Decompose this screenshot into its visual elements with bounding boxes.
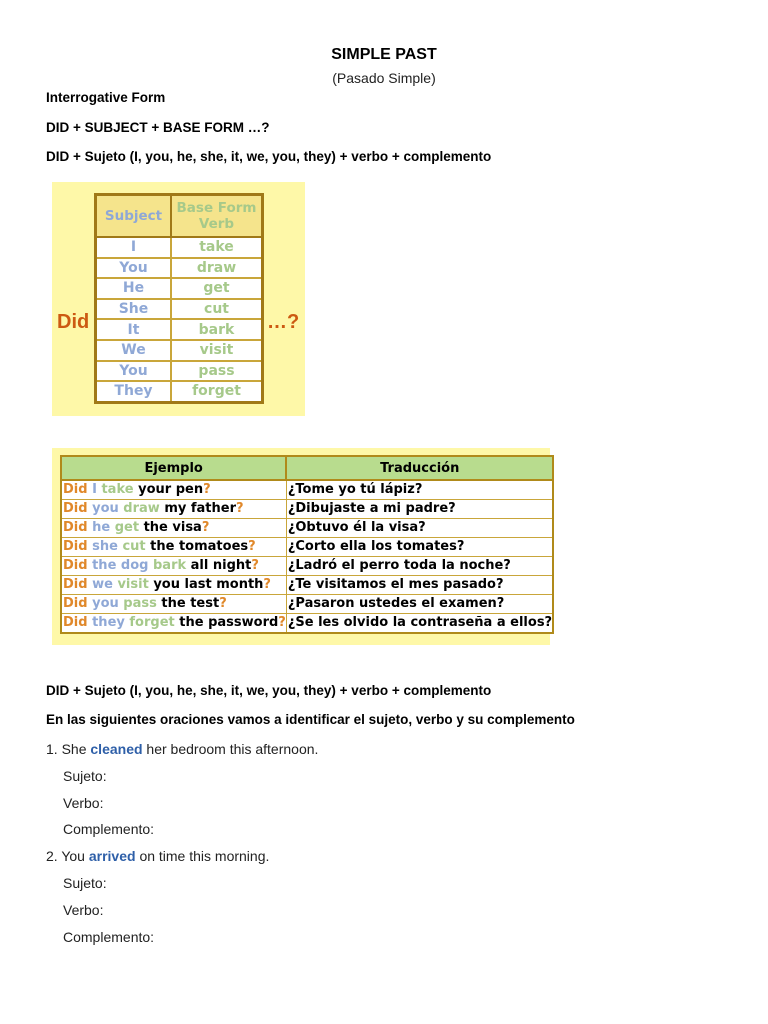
field-sujeto: Sujeto: xyxy=(63,875,107,891)
question-mark: ? xyxy=(248,539,256,554)
question-mark: ? xyxy=(278,615,286,630)
table-row xyxy=(96,299,263,320)
did-word: Did xyxy=(63,558,88,573)
verb-word: draw xyxy=(123,501,160,516)
subject-word: he xyxy=(92,520,111,535)
table-row xyxy=(61,557,553,576)
subject-cell: You xyxy=(96,258,172,279)
verb-cell: draw xyxy=(171,258,263,279)
did-word: Did xyxy=(63,577,88,592)
example-cell xyxy=(61,614,286,634)
formula-english: DID + SUBJECT + BASE FORM …? xyxy=(46,120,270,135)
subject-word: I xyxy=(92,482,97,497)
subject-cell: I xyxy=(96,237,172,258)
table-row xyxy=(61,538,553,557)
table-row xyxy=(61,480,553,500)
did-label: Did xyxy=(57,311,90,333)
question-mark: ? xyxy=(251,558,259,573)
did-word: Did xyxy=(63,501,88,516)
formula-spanish-repeat: DID + Sujeto (I, you, he, she, it, we, you, they) + verbo + complemento xyxy=(46,683,492,698)
translation-cell: ¿Ladró el perro toda la noche? xyxy=(286,557,553,576)
complement-word: the visa xyxy=(143,520,202,535)
verb-word: cut xyxy=(122,539,146,554)
translation-cell: ¿Te visitamos el mes pasado? xyxy=(286,576,553,595)
header-ejemplo: Ejemplo xyxy=(61,456,286,480)
exercise-complement: her bedroom this afternoon. xyxy=(146,741,319,757)
verb-word: bark xyxy=(152,558,187,573)
exercise-number: 2. xyxy=(46,848,58,864)
table-row xyxy=(96,278,263,299)
conjugation-table xyxy=(94,193,264,404)
formula-spanish: DID + Sujeto (I, you, he, she, it, we, you, they) + verbo + complemento xyxy=(46,149,492,164)
did-word: Did xyxy=(63,520,88,535)
subject-cell: It xyxy=(96,319,172,340)
complement-word: the test xyxy=(161,596,220,611)
did-word: Did xyxy=(63,539,88,554)
subject-word: they xyxy=(92,615,125,630)
example-cell xyxy=(61,519,286,538)
header-base-form-verb: Base Form Verb xyxy=(171,195,263,238)
instruction-text: En las siguientes oraciones vamos a identificar el sujeto, verbo y su complemento xyxy=(46,712,575,727)
exercise-sentence xyxy=(46,741,318,757)
translation-cell: ¿Obtuvo él la visa? xyxy=(286,519,553,538)
exercise-subject: She xyxy=(61,741,87,757)
verb-cell: visit xyxy=(171,340,263,361)
example-cell xyxy=(61,480,286,500)
field-complemento: Complemento: xyxy=(63,821,155,837)
section-heading: Interrogative Form xyxy=(46,90,166,105)
subject-word: you xyxy=(92,596,119,611)
subject-cell: He xyxy=(96,278,172,299)
verb-word: visit xyxy=(117,577,149,592)
field-verbo: Verbo: xyxy=(63,795,104,811)
question-mark: ? xyxy=(219,596,227,611)
table-row xyxy=(61,576,553,595)
subject-word: we xyxy=(92,577,113,592)
field-sujeto: Sujeto: xyxy=(63,768,107,784)
exercise-complement: on time this morning. xyxy=(139,848,270,864)
table-row xyxy=(96,258,263,279)
translation-cell: ¿Tome yo tú lápiz? xyxy=(286,480,553,500)
table-row xyxy=(96,319,263,340)
page-title: SIMPLE PAST xyxy=(331,46,437,63)
subject-word: the dog xyxy=(92,558,149,573)
complement-word: your pen xyxy=(138,482,204,497)
translation-cell: ¿Corto ella los tomates? xyxy=(286,538,553,557)
verb-cell: pass xyxy=(171,361,263,382)
exercise-number: 1. xyxy=(46,741,58,757)
subject-word: she xyxy=(92,539,118,554)
table-row xyxy=(61,595,553,614)
verb-word: pass xyxy=(123,596,157,611)
translation-cell: ¿Se les olvido la contraseña a ellos? xyxy=(286,614,553,634)
verb-cell: forget xyxy=(171,381,263,402)
subject-cell: They xyxy=(96,381,172,402)
header-subject: Subject xyxy=(96,195,172,238)
table-row xyxy=(96,361,263,382)
table-row xyxy=(96,237,263,258)
field-verbo: Verbo: xyxy=(63,902,104,918)
example-cell xyxy=(61,557,286,576)
question-mark: ? xyxy=(201,520,210,535)
subject-word: you xyxy=(92,501,119,516)
question-mark: ? xyxy=(263,577,271,592)
exercise-subject: You xyxy=(61,848,85,864)
did-word: Did xyxy=(63,615,88,630)
table-row xyxy=(61,500,553,519)
translation-cell: ¿Dibujaste a mi padre? xyxy=(286,500,553,519)
example-cell xyxy=(61,500,286,519)
question-mark-label: …? xyxy=(267,311,300,333)
complement-word: the tomatoes xyxy=(150,539,249,554)
verb-cell: bark xyxy=(171,319,263,340)
complement-word: my father xyxy=(164,501,236,516)
exercise-sentence xyxy=(46,848,269,864)
exercise-verb: arrived xyxy=(88,848,136,864)
verb-word: take xyxy=(101,482,134,497)
page-subtitle: (Pasado Simple) xyxy=(332,70,436,86)
complement-word: you last month xyxy=(153,577,264,592)
table-row xyxy=(96,381,263,402)
verb-cell: take xyxy=(171,237,263,258)
verb-word: get xyxy=(114,520,140,535)
header-traduccion: Traducción xyxy=(286,456,553,480)
example-cell xyxy=(61,538,286,557)
subject-cell: We xyxy=(96,340,172,361)
example-cell xyxy=(61,595,286,614)
examples-table xyxy=(60,455,554,634)
subject-cell: You xyxy=(96,361,172,382)
complement-word: all night xyxy=(190,558,252,573)
question-mark: ? xyxy=(236,501,244,516)
field-complemento: Complemento: xyxy=(63,929,155,945)
question-mark: ? xyxy=(203,482,211,497)
translation-cell: ¿Pasaron ustedes el examen? xyxy=(286,595,553,614)
did-word: Did xyxy=(63,596,88,611)
example-cell xyxy=(61,576,286,595)
table-row xyxy=(96,340,263,361)
verb-cell: cut xyxy=(171,299,263,320)
table-row xyxy=(61,614,553,634)
exercise-verb: cleaned xyxy=(90,741,143,757)
verb-cell: get xyxy=(171,278,263,299)
did-word: Did xyxy=(63,482,88,497)
table-row xyxy=(61,519,553,538)
verb-word: forget xyxy=(129,615,175,630)
complement-word: the password xyxy=(179,615,279,630)
subject-cell: She xyxy=(96,299,172,320)
